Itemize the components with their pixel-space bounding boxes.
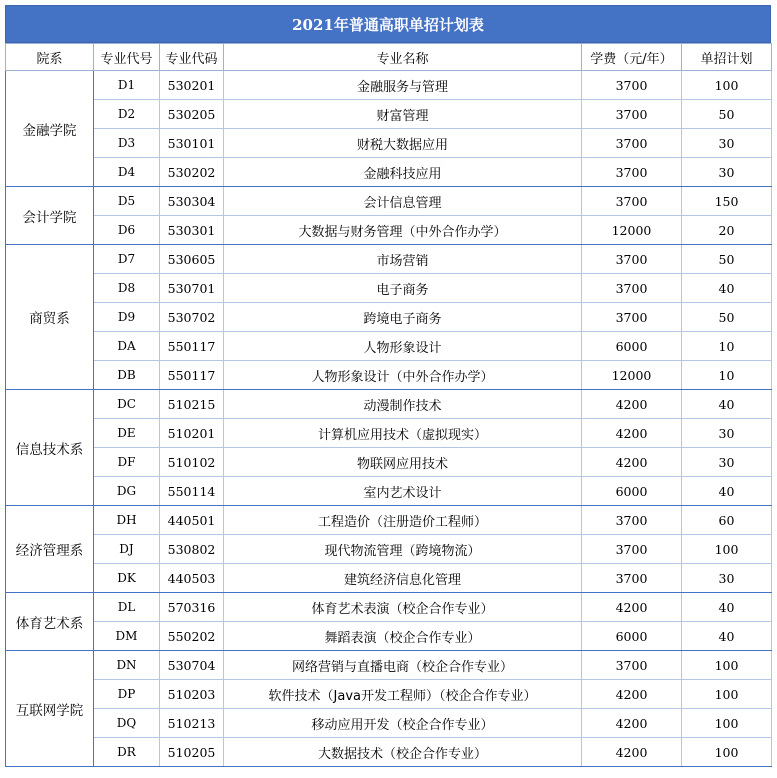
plan-cell[interactable]: 30	[682, 129, 772, 158]
major-code-internal-cell[interactable]: DP	[94, 680, 160, 709]
major-code-internal-cell[interactable]: D5	[94, 187, 160, 216]
plan-cell[interactable]: 100	[682, 535, 772, 564]
plan-cell[interactable]: 150	[682, 187, 772, 216]
header-tuition[interactable]: 学费（元/年）	[582, 44, 682, 71]
major-code-cell[interactable]: 510203	[160, 680, 224, 709]
major-code-internal-cell[interactable]: DE	[94, 419, 160, 448]
major-name-cell[interactable]: 工程造价（注册造价工程师）	[224, 506, 582, 535]
plan-cell[interactable]: 50	[682, 245, 772, 274]
major-code-cell[interactable]: 530605	[160, 245, 224, 274]
header-major-code-internal[interactable]: 专业代号	[94, 44, 160, 71]
plan-cell[interactable]: 100	[682, 709, 772, 738]
tuition-cell[interactable]: 12000	[582, 361, 682, 390]
major-code-cell[interactable]: 530205	[160, 100, 224, 129]
table-row	[6, 477, 772, 506]
tuition-cell[interactable]: 3700	[582, 187, 682, 216]
major-code-cell[interactable]: 530301	[160, 216, 224, 245]
plan-cell[interactable]: 10	[682, 361, 772, 390]
major-code-internal-cell[interactable]: DQ	[94, 709, 160, 738]
table-row	[6, 535, 772, 564]
major-code-internal-cell[interactable]: DA	[94, 332, 160, 361]
major-name-cell[interactable]: 移动应用开发（校企合作专业）	[224, 709, 582, 738]
spreadsheet	[5, 5, 771, 767]
major-code-cell[interactable]: 530704	[160, 651, 224, 680]
major-code-cell[interactable]: 530701	[160, 274, 224, 303]
major-name-cell[interactable]: 人物形象设计（中外合作办学）	[224, 361, 582, 390]
tuition-cell[interactable]: 3700	[582, 535, 682, 564]
plan-cell[interactable]: 100	[682, 738, 772, 767]
tuition-cell[interactable]: 12000	[582, 216, 682, 245]
plan-cell[interactable]: 40	[682, 390, 772, 419]
major-code-internal-cell[interactable]: D7	[94, 245, 160, 274]
header-plan[interactable]: 单招计划	[682, 44, 772, 71]
tuition-cell[interactable]: 4200	[582, 738, 682, 767]
plan-cell[interactable]: 10	[682, 332, 772, 361]
major-code-cell[interactable]: 550202	[160, 622, 224, 651]
tuition-cell[interactable]: 3700	[582, 158, 682, 187]
department-cell[interactable]: 经济管理系	[6, 506, 94, 593]
major-code-cell[interactable]: 570316	[160, 593, 224, 622]
table-row	[6, 216, 772, 245]
department-cell[interactable]: 会计学院	[6, 187, 94, 245]
table-row	[6, 361, 772, 390]
major-code-cell[interactable]: 550117	[160, 332, 224, 361]
table-title[interactable]: 2021年普通高职单招计划表	[5, 5, 771, 43]
table-row	[6, 564, 772, 593]
plan-cell[interactable]: 40	[682, 477, 772, 506]
tuition-cell[interactable]: 4200	[582, 419, 682, 448]
table-row	[6, 274, 772, 303]
table-row	[6, 680, 772, 709]
table-row	[6, 100, 772, 129]
major-code-cell[interactable]: 510213	[160, 709, 224, 738]
major-code-cell[interactable]: 530702	[160, 303, 224, 332]
table-row	[6, 709, 772, 738]
major-code-cell[interactable]: 530202	[160, 158, 224, 187]
tuition-cell[interactable]: 6000	[582, 477, 682, 506]
plan-cell[interactable]: 40	[682, 274, 772, 303]
table-row	[6, 303, 772, 332]
department-cell[interactable]: 互联网学院	[6, 651, 94, 767]
table-row	[6, 245, 772, 274]
tuition-cell[interactable]: 3700	[582, 129, 682, 158]
major-code-cell[interactable]: 510102	[160, 448, 224, 477]
major-code-internal-cell[interactable]: D2	[94, 100, 160, 129]
table-row	[6, 187, 772, 216]
tuition-cell[interactable]: 3700	[582, 303, 682, 332]
header-row	[6, 44, 772, 71]
header-department[interactable]: 院系	[6, 44, 94, 71]
department-cell[interactable]: 体育艺术系	[6, 593, 94, 651]
major-code-internal-cell[interactable]: DC	[94, 390, 160, 419]
major-code-internal-cell[interactable]: DB	[94, 361, 160, 390]
tuition-cell[interactable]: 6000	[582, 332, 682, 361]
department-cell[interactable]: 信息技术系	[6, 390, 94, 506]
table-body	[6, 71, 772, 767]
major-code-internal-cell[interactable]: DK	[94, 564, 160, 593]
major-name-cell[interactable]: 电子商务	[224, 274, 582, 303]
major-name-cell[interactable]: 金融服务与管理	[224, 71, 582, 100]
major-code-internal-cell[interactable]: DG	[94, 477, 160, 506]
major-name-cell[interactable]: 财富管理	[224, 100, 582, 129]
major-code-internal-cell[interactable]: DR	[94, 738, 160, 767]
major-name-cell[interactable]: 动漫制作技术	[224, 390, 582, 419]
major-code-cell[interactable]: 510201	[160, 419, 224, 448]
major-name-cell[interactable]: 体育艺术表演（校企合作专业）	[224, 593, 582, 622]
major-name-cell[interactable]: 人物形象设计	[224, 332, 582, 361]
tuition-cell[interactable]: 4200	[582, 680, 682, 709]
plan-cell[interactable]: 60	[682, 506, 772, 535]
plan-cell[interactable]: 50	[682, 303, 772, 332]
table-row	[6, 71, 772, 100]
major-code-cell[interactable]: 530101	[160, 129, 224, 158]
tuition-cell[interactable]: 4200	[582, 709, 682, 738]
department-cell[interactable]: 金融学院	[6, 71, 94, 187]
tuition-cell[interactable]: 3700	[582, 100, 682, 129]
table-row	[6, 506, 772, 535]
tuition-cell[interactable]: 4200	[582, 448, 682, 477]
major-code-internal-cell[interactable]: DN	[94, 651, 160, 680]
major-name-cell[interactable]: 财税大数据应用	[224, 129, 582, 158]
plan-cell[interactable]: 30	[682, 448, 772, 477]
table-row	[6, 651, 772, 680]
table-row	[6, 390, 772, 419]
tuition-cell[interactable]: 3700	[582, 245, 682, 274]
major-code-cell[interactable]: 440501	[160, 506, 224, 535]
tuition-cell[interactable]: 3700	[582, 506, 682, 535]
plan-cell[interactable]: 40	[682, 593, 772, 622]
major-code-internal-cell[interactable]: DF	[94, 448, 160, 477]
tuition-cell[interactable]: 4200	[582, 593, 682, 622]
major-code-cell[interactable]: 440503	[160, 564, 224, 593]
major-code-internal-cell[interactable]: DM	[94, 622, 160, 651]
plan-cell[interactable]: 30	[682, 564, 772, 593]
plan-cell[interactable]: 100	[682, 651, 772, 680]
major-name-cell[interactable]: 市场营销	[224, 245, 582, 274]
table-row	[6, 593, 772, 622]
major-code-cell[interactable]: 510215	[160, 390, 224, 419]
major-code-cell[interactable]: 550114	[160, 477, 224, 506]
tuition-cell[interactable]: 6000	[582, 622, 682, 651]
major-code-internal-cell[interactable]: DJ	[94, 535, 160, 564]
enrollment-plan-table	[5, 43, 772, 767]
major-code-internal-cell[interactable]: D8	[94, 274, 160, 303]
tuition-cell[interactable]: 3700	[582, 564, 682, 593]
major-name-cell[interactable]: 物联网应用技术	[224, 448, 582, 477]
major-code-internal-cell[interactable]: D9	[94, 303, 160, 332]
major-code-cell[interactable]: 530802	[160, 535, 224, 564]
major-name-cell[interactable]: 软件技术（Java开发工程师）（校企合作专业）	[224, 680, 582, 709]
major-code-internal-cell[interactable]: D6	[94, 216, 160, 245]
tuition-cell[interactable]: 3700	[582, 274, 682, 303]
table-row	[6, 448, 772, 477]
major-name-cell[interactable]: 建筑经济信息化管理	[224, 564, 582, 593]
header-major-name[interactable]: 专业名称	[224, 44, 582, 71]
major-name-cell[interactable]: 室内艺术设计	[224, 477, 582, 506]
major-name-cell[interactable]: 计算机应用技术（虚拟现实）	[224, 419, 582, 448]
major-code-internal-cell[interactable]: D4	[94, 158, 160, 187]
plan-cell[interactable]: 30	[682, 158, 772, 187]
major-code-internal-cell[interactable]: DL	[94, 593, 160, 622]
major-code-cell[interactable]: 530201	[160, 71, 224, 100]
table-row	[6, 622, 772, 651]
major-name-cell[interactable]: 会计信息管理	[224, 187, 582, 216]
major-name-cell[interactable]: 网络营销与直播电商（校企合作专业）	[224, 651, 582, 680]
major-code-cell[interactable]: 510205	[160, 738, 224, 767]
plan-cell[interactable]: 20	[682, 216, 772, 245]
major-code-internal-cell[interactable]: DH	[94, 506, 160, 535]
major-code-cell[interactable]: 530304	[160, 187, 224, 216]
major-code-internal-cell[interactable]: D3	[94, 129, 160, 158]
major-code-internal-cell[interactable]: D1	[94, 71, 160, 100]
major-name-cell[interactable]: 舞蹈表演（校企合作专业）	[224, 622, 582, 651]
table-row	[6, 332, 772, 361]
table-row	[6, 419, 772, 448]
table-row	[6, 738, 772, 767]
major-name-cell[interactable]: 大数据与财务管理（中外合作办学）	[224, 216, 582, 245]
plan-cell[interactable]: 50	[682, 100, 772, 129]
plan-cell[interactable]: 100	[682, 680, 772, 709]
major-name-cell[interactable]: 跨境电子商务	[224, 303, 582, 332]
plan-cell[interactable]: 30	[682, 419, 772, 448]
plan-cell[interactable]: 40	[682, 622, 772, 651]
table-row	[6, 129, 772, 158]
tuition-cell[interactable]: 3700	[582, 71, 682, 100]
major-name-cell[interactable]: 大数据技术（校企合作专业）	[224, 738, 582, 767]
major-name-cell[interactable]: 金融科技应用	[224, 158, 582, 187]
plan-cell[interactable]: 100	[682, 71, 772, 100]
tuition-cell[interactable]: 4200	[582, 390, 682, 419]
department-cell[interactable]: 商贸系	[6, 245, 94, 390]
tuition-cell[interactable]: 3700	[582, 651, 682, 680]
table-row	[6, 158, 772, 187]
header-major-code[interactable]: 专业代码	[160, 44, 224, 71]
major-name-cell[interactable]: 现代物流管理（跨境物流）	[224, 535, 582, 564]
major-code-cell[interactable]: 550117	[160, 361, 224, 390]
